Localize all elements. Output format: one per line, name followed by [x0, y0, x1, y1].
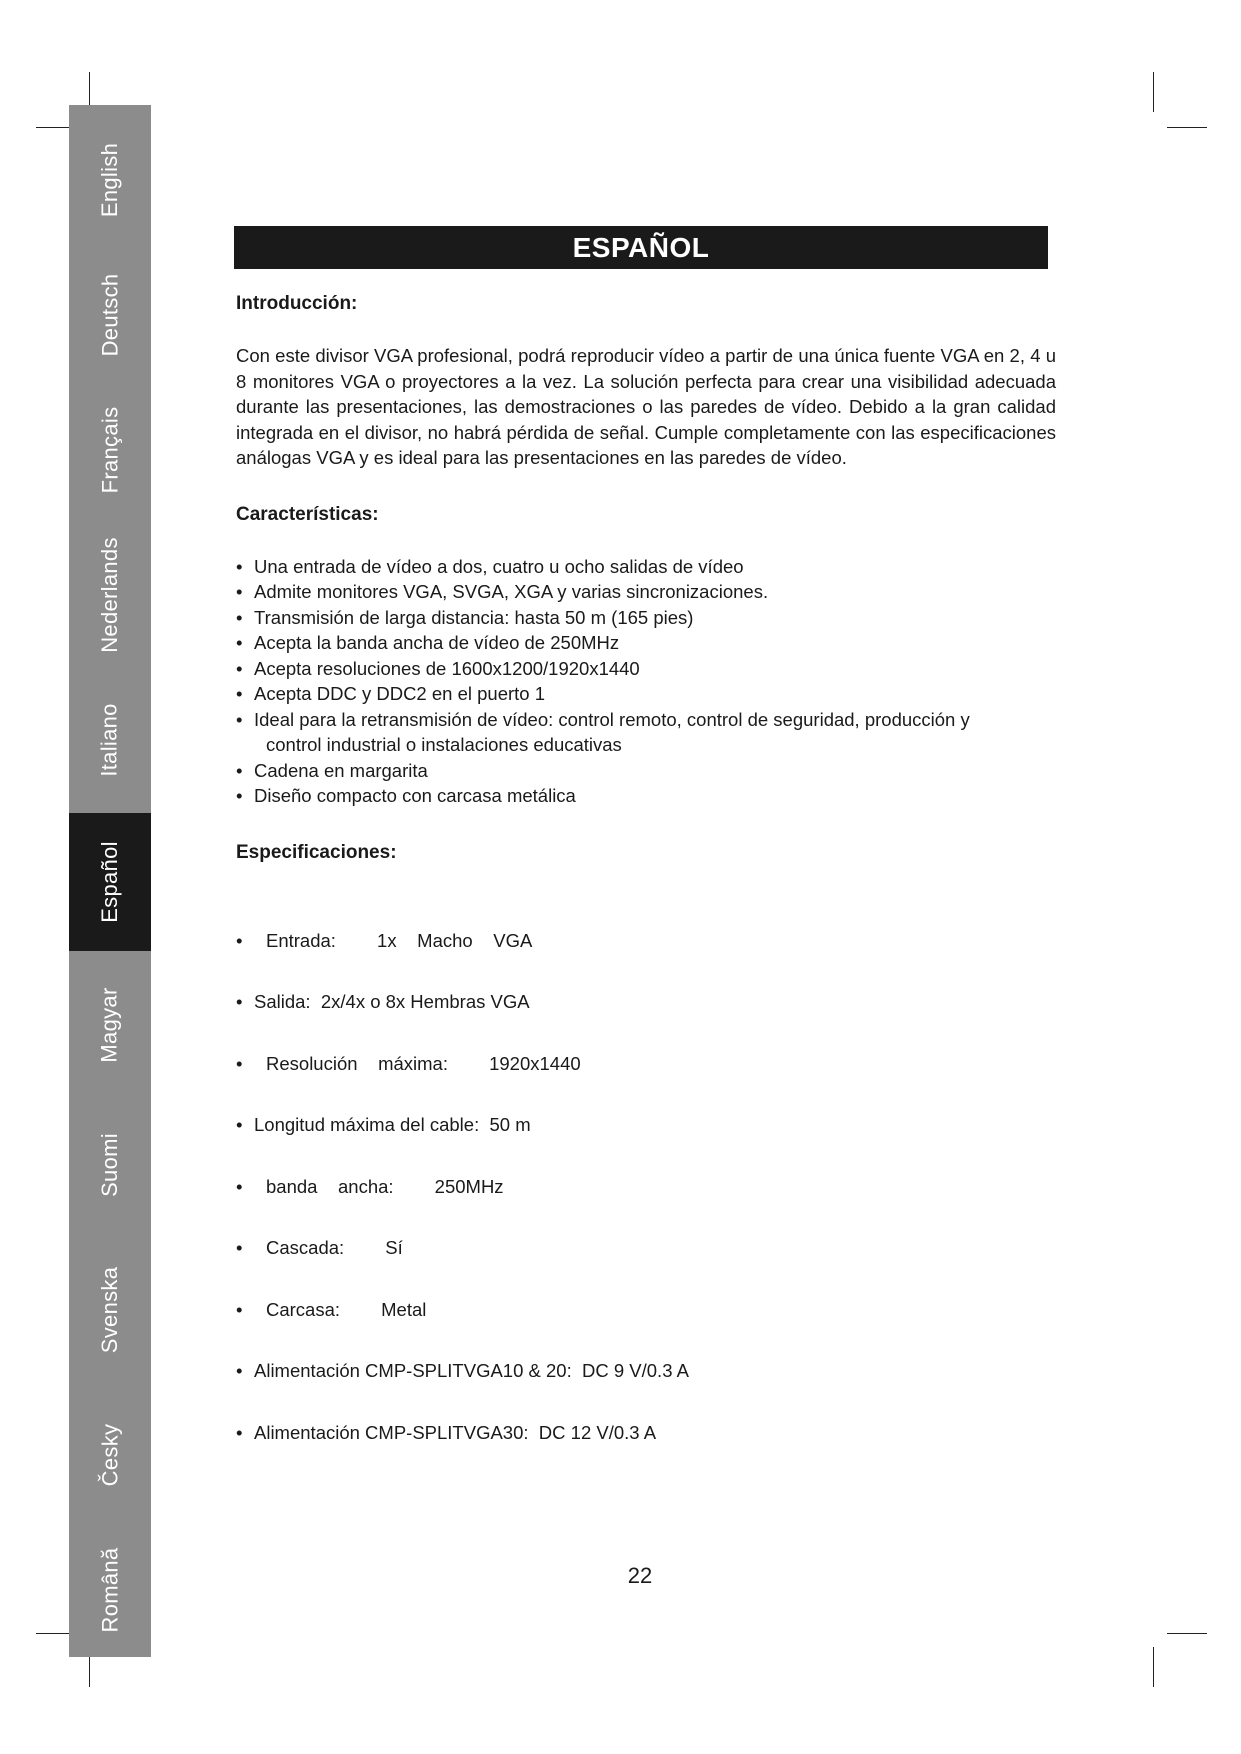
list-item — [236, 1112, 1056, 1138]
list-item-text: Acepta resoluciones de 1600x1200/1920x1440 — [254, 657, 640, 679]
list-item — [236, 989, 1056, 1015]
list-item-text: Ideal para la retransmisión de vídeo: control remoto, control de seguridad, producción y — [254, 708, 970, 730]
specs-list — [236, 892, 1056, 1482]
list-item-text: Resolución máxima: 1920x1440 — [266, 1052, 581, 1074]
tab-label: Italiano — [97, 703, 122, 777]
list-item-text: Alimentación CMP-SPLITVGA30: DC 12 V/0.3 A — [254, 1421, 657, 1443]
bullet-icon: • — [236, 1298, 243, 1320]
features-heading: Características: — [236, 503, 379, 525]
bullet-icon: • — [236, 759, 243, 781]
list-item — [236, 554, 1056, 580]
tab-francais[interactable] — [69, 390, 151, 510]
tab-label: Deutsch — [97, 273, 122, 357]
bullet-icon: • — [236, 1052, 243, 1074]
list-item — [236, 1235, 1056, 1261]
bullet-icon: • — [236, 683, 243, 704]
crop-mark — [1153, 1647, 1154, 1687]
crop-mark — [1167, 1633, 1207, 1634]
bullet-icon: • — [236, 657, 243, 679]
tab-label: Nederlands — [97, 537, 123, 653]
bullet-icon: • — [236, 632, 243, 653]
list-item-text: Entrada: 1x Macho VGA — [266, 929, 533, 951]
tab-label: Svenska — [97, 1266, 123, 1354]
tab-label: English — [96, 142, 122, 218]
language-sidebar — [69, 105, 151, 1657]
tab-suomi[interactable] — [69, 1100, 151, 1230]
list-item — [236, 1358, 1056, 1384]
list-item — [236, 1174, 1056, 1200]
bullet-icon: • — [236, 606, 243, 628]
list-item — [236, 579, 1056, 605]
intro-heading: Introducción: — [236, 293, 358, 314]
list-item-text: Alimentación CMP-SPLITVGA10 & 20: DC 9 V/0.3 A — [254, 1360, 689, 1381]
page-title: ESPAÑOL — [234, 226, 1048, 269]
bullet-icon: • — [236, 555, 243, 577]
tab-deutsch[interactable] — [69, 255, 151, 375]
list-item-text: Transmisión de larga distancia: hasta 50 m (165 pies) — [254, 606, 694, 628]
bullet-icon: • — [236, 785, 243, 806]
tab-label: Česky — [97, 1423, 122, 1487]
list-item-text: Diseño compacto con carcasa metálica — [254, 785, 576, 806]
list-item-continuation: control industrial o instalaciones educativas — [266, 734, 622, 755]
tab-nederlands[interactable] — [69, 525, 151, 665]
list-item — [236, 707, 1056, 758]
bullet-icon: • — [236, 1114, 243, 1135]
list-item — [236, 630, 1056, 656]
list-item — [236, 681, 1056, 707]
features-list — [236, 554, 1056, 809]
main-content — [236, 290, 1056, 1481]
list-item-text: Acepta DDC y DDC2 en el puerto 1 — [254, 683, 545, 704]
bullet-icon: • — [236, 581, 243, 602]
intro-paragraph: Con este divisor VGA profesional, podrá reproducir vídeo a partir de una única fuente VGA en 2, 4 u 8 monitores VGA o proyectores a la vez. La solución perfecta para crear una visibilidad adecuada durante las presentaciones, las demostraciones o las paredes de vídeo. Debido a la gran calidad integrada en el divisor, no habrá pérdida de señal. Cumple completamente con las especificaciones análogas VGA y es ideal para las presentaciones en las paredes de vídeo. — [236, 345, 1056, 468]
list-item — [236, 928, 1056, 954]
list-item — [236, 1051, 1056, 1077]
list-item-text: Admite monitores VGA, SVGA, XGA y varias sincronizaciones. — [254, 581, 769, 602]
bullet-icon: • — [236, 708, 243, 730]
bullet-icon: • — [236, 1175, 243, 1197]
tab-espanol[interactable] — [69, 813, 151, 951]
tab-label: Español — [96, 841, 122, 923]
list-item-text: Acepta la banda ancha de vídeo de 250MHz — [254, 632, 620, 653]
list-item — [236, 758, 1056, 784]
tab-label: Română — [97, 1547, 122, 1633]
tab-label: Suomi — [96, 1133, 122, 1197]
specs-heading: Especificaciones: — [236, 841, 397, 863]
specs-section — [236, 839, 1056, 1482]
list-item-text: Carcasa: Metal — [266, 1298, 427, 1320]
crop-mark — [1167, 127, 1207, 128]
tab-romana[interactable] — [69, 1525, 151, 1655]
tab-italiano[interactable] — [69, 675, 151, 805]
bullet-icon: • — [236, 1360, 243, 1381]
list-item-text: Salida: 2x/4x o 8x Hembras VGA — [254, 991, 530, 1012]
bullet-icon: • — [236, 1237, 243, 1258]
tab-label: Français — [97, 406, 123, 494]
list-item-text: Cascada: Sí — [266, 1237, 403, 1258]
list-item — [236, 1297, 1056, 1323]
list-item — [236, 1420, 1056, 1446]
tab-english[interactable] — [69, 120, 151, 240]
page-number: 22 — [627, 1563, 653, 1588]
list-item — [236, 656, 1056, 682]
list-item-text: Una entrada de vídeo a dos, cuatro u ocho salidas de vídeo — [254, 555, 744, 577]
tab-label: Magyar — [96, 987, 122, 1063]
tab-svenska[interactable] — [69, 1245, 151, 1375]
bullet-icon: • — [236, 991, 243, 1012]
list-item-text: banda ancha: 250MHz — [266, 1175, 504, 1197]
tab-cesky[interactable] — [69, 1395, 151, 1515]
list-item-text: Cadena en margarita — [254, 759, 428, 781]
features-section — [236, 501, 1056, 809]
tab-magyar[interactable] — [69, 960, 151, 1090]
bullet-icon: • — [236, 929, 243, 951]
crop-mark — [1153, 72, 1154, 112]
list-item-text: Longitud máxima del cable: 50 m — [254, 1114, 531, 1135]
bullet-icon: • — [236, 1421, 243, 1443]
list-item — [236, 783, 1056, 809]
list-item — [236, 605, 1056, 631]
